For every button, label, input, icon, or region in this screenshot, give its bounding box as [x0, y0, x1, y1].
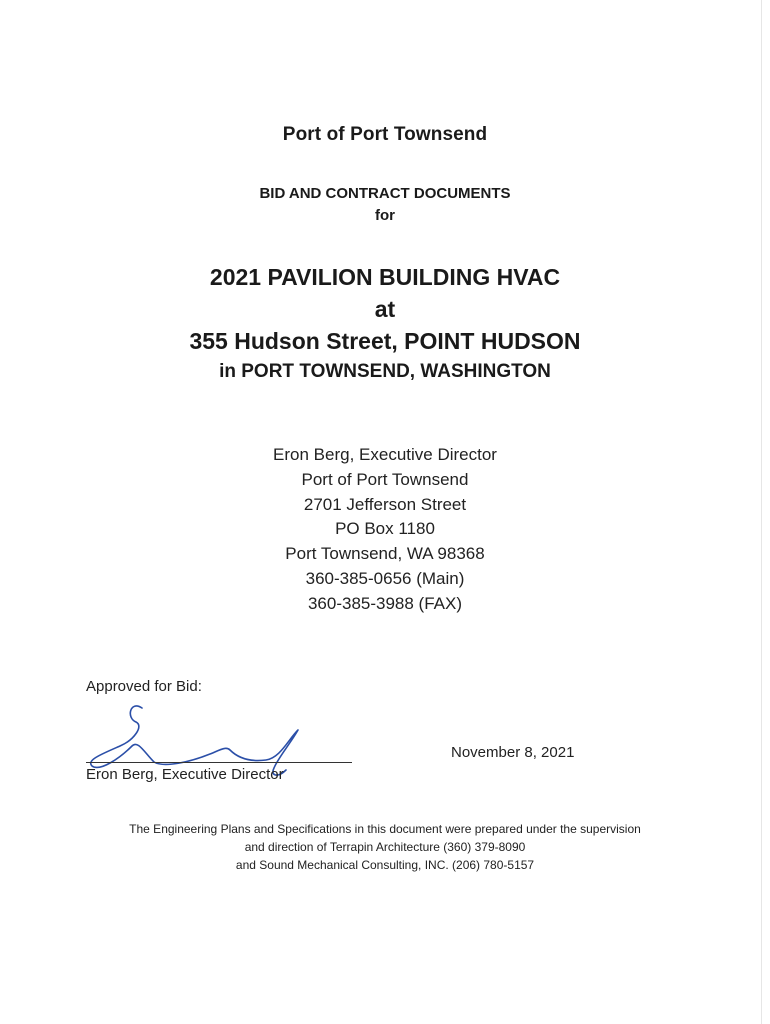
- contact-city-state-zip: Port Townsend, WA 98368: [285, 544, 485, 564]
- approved-for-bid-label: Approved for Bid:: [86, 678, 202, 695]
- project-heading: [0, 261, 770, 387]
- document-type-line: BID AND CONTRACT DOCUMENTS: [259, 185, 511, 202]
- signature-stroke: [91, 706, 298, 775]
- project-title: 2021 PAVILION BUILDING HVAC: [209, 264, 561, 290]
- contact-organization: Port of Port Townsend: [301, 469, 469, 489]
- footer-line-1: The Engineering Plans and Specifications in this document were prepared under the supervision: [129, 822, 641, 836]
- document-type: [0, 183, 770, 227]
- document-type-for: for: [375, 207, 395, 224]
- footer-note: [0, 820, 770, 874]
- footer-line-2: and direction of Terrapin Architecture (360) 379-8090: [244, 840, 526, 854]
- approval-date: November 8, 2021: [451, 744, 575, 761]
- signature-line: [86, 762, 352, 763]
- signer-name: Eron Berg, Executive Director: [86, 766, 284, 783]
- contact-name-title: Eron Berg, Executive Director: [273, 445, 497, 464]
- contact-block: [0, 443, 770, 617]
- contact-phone-fax: 360-385-3988 (FAX): [307, 593, 463, 613]
- project-city: in PORT TOWNSEND, WASHINGTON: [219, 361, 551, 382]
- contact-phone-main: 360-385-0656 (Main): [305, 568, 465, 588]
- organization-title: Port of Port Townsend: [282, 124, 488, 145]
- footer-line-3: and Sound Mechanical Consulting, INC. (206) 780-5157: [235, 858, 535, 872]
- project-at: at: [374, 296, 396, 322]
- contact-street: 2701 Jefferson Street: [303, 494, 467, 514]
- contact-po-box: PO Box 1180: [335, 519, 435, 539]
- project-street: 355 Hudson Street, POINT HUDSON: [189, 328, 581, 354]
